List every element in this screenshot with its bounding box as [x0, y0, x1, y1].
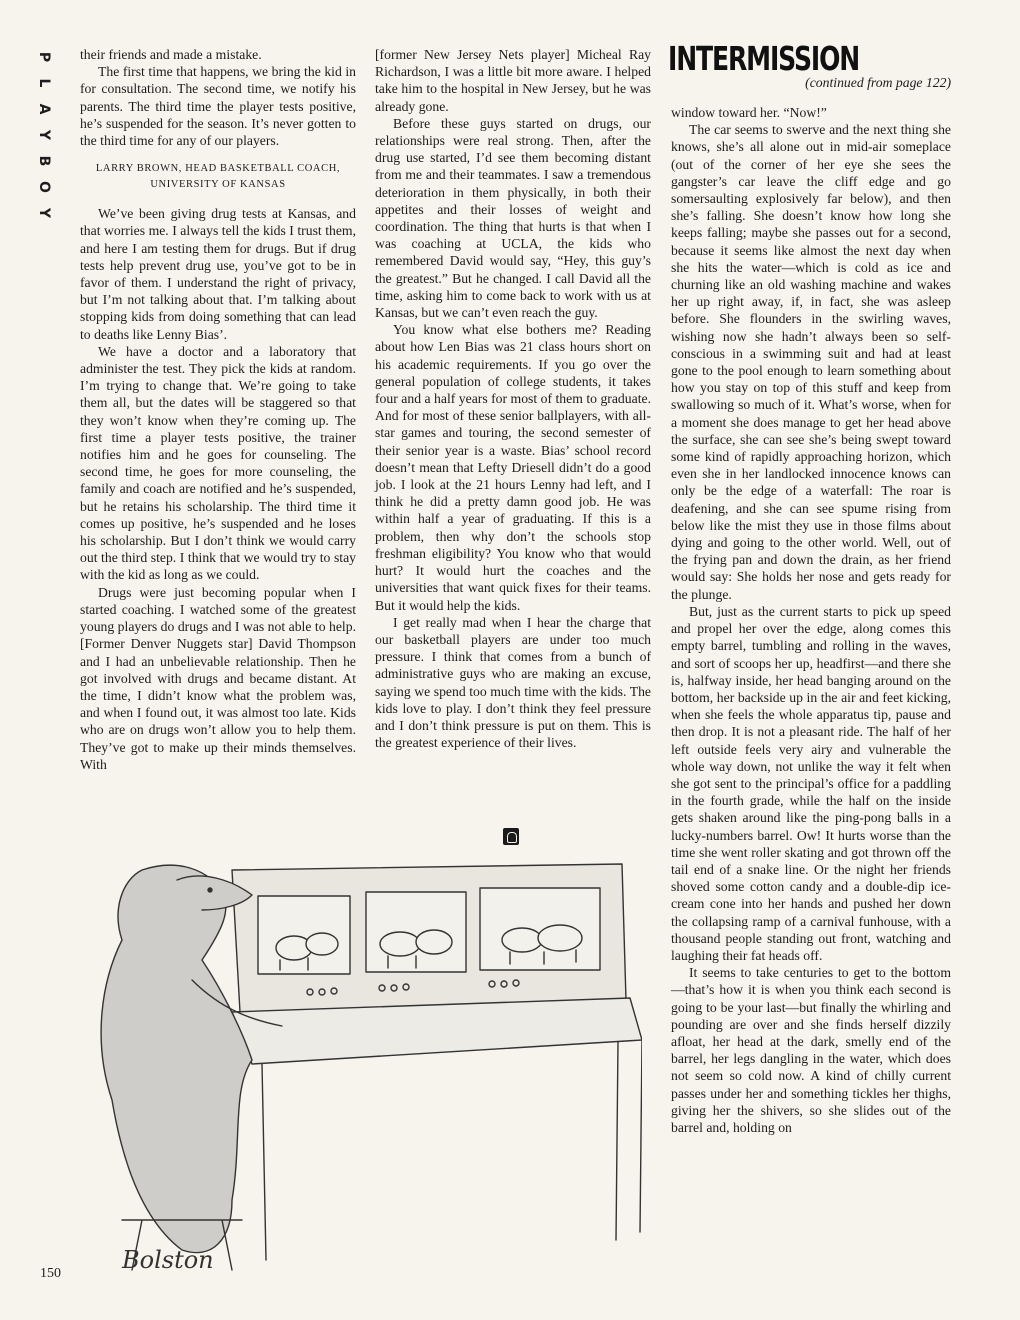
- article-column-1: [80, 46, 356, 773]
- dog-figure: [101, 865, 252, 1252]
- section-heading: INTERMISSION: [668, 39, 860, 78]
- paragraph: their friends and made a mistake.: [80, 47, 262, 62]
- magazine-letter: P: [36, 51, 52, 63]
- paragraph: We’ve been giving drug tests at Kansas, and that worries me. I always tell the kids I trust them, and here I am testing them for drugs. But if drug tests help prevent drug use, you’ve got to be in favor of them. I understand the right of privacy, but I’m not talking about that. I’m talking about stopping kids from doing something that can lead to deaths like Lenny Bias’.: [80, 206, 356, 342]
- speaker-byline: [80, 161, 356, 193]
- paragraph: I get really mad when I hear the charge that our basketball players are under too much pressure. I think that comes from a bunch of administrative guys who are making an excuse, saying we spend too much time with the kids. The kids love to play. I don’t think they feel pressure and I don’t think pressure is put on them. This is the greatest experience of their lives.: [375, 614, 651, 751]
- cartoon-illustration: [82, 840, 642, 1280]
- magazine-name-vertical: [30, 44, 58, 226]
- magazine-letter: O: [36, 181, 52, 193]
- paragraph: It seems to take centuries to get to the bottom—that’s how it is when you think each second is going to be your last—but finally the whirling and pounding are over and she finds herself dizzily afloat, her head at the dark, smelly end of the barrel, her legs dangling in the water, which does not seem so cold now. A kind of chilly current passes under her and something tickles her thighs, giving her the shivers, so she slides out of the barrel and, holding on: [671, 965, 951, 1135]
- magazine-letter: Y: [36, 207, 52, 219]
- magazine-letter: L: [36, 78, 52, 88]
- magazine-letter: A: [36, 103, 52, 115]
- continued-from-note: (continued from page 122): [805, 75, 951, 90]
- paragraph: Before these guys started on drugs, our relationships were real strong. Then, after the drug use started, I’d see them becoming distant from me and their teammates. I saw a tremendous deterioration in them physically, in both their appetites and their losses of weight and coordination. The thing that hurts is that when I was coaching at UCLA, the kids who remembered David would say, “Hey, this guy’s the greatest.” But he changed. I call David all the time, asking him to come back to work with us at Kansas, but we can’t even reach the guy.: [375, 115, 651, 321]
- paragraph: You know what else bothers me? Reading about how Len Bias was 21 class hours short on his academic requirements. If you go over the general population of college students, it takes four and a half years for most of them to graduate. And for most of these senior ballplayers, with all-star games and touring, the second semester of their senior year is a waste. Bias’ school record doesn’t mean that Lefty Driesell didn’t do a good job. I look at the 21 hours Lenny had left, and I think he did a pretty damn good job. He was within half a year of graduating. If this is a problem, then why don’t the schools stop freshman eligibility? You know who that would hurt? It would hurt the coaches and the universities that want quick fixes for their teams. But it would help the kids.: [375, 322, 651, 613]
- paragraph: window toward her. “Now!”: [671, 105, 827, 120]
- byline-affiliation: UNIVERSITY OF KANSAS: [150, 179, 286, 191]
- cartoonist-signature: Bolston: [122, 1246, 214, 1274]
- paragraph: [former New Jersey Nets player] Micheal Ray Richardson, I was a little bit more aware. I helped take him to the hospital in New Jersey, but he was already gone.: [375, 47, 651, 114]
- magazine-letter: Y: [36, 129, 52, 141]
- monitor-screen-left: [258, 896, 350, 974]
- intermission-column: [671, 104, 951, 1136]
- page-number: 150: [40, 1266, 61, 1281]
- paragraph: The first time that happens, we bring the kid in for consultation. The second time, we notify his parents. The third time the player tests positive, he’s suspended for the season. It’s never gotten to the third time for any of our players.: [80, 64, 356, 149]
- paragraph: Drugs were just becoming popular when I started coaching. I watched some of the greatest young players do drugs and I was not able to help. [Former Denver Nuggets star] David Thompson and I had an unbelievable relationship. Then he got involved with drugs and became distant. At the time, I didn’t know what the problem was, and when I found out, it was almost too late. Kids who are on drugs won’t allow you to help them. They’ve got to make up their minds themselves. With: [80, 584, 356, 772]
- byline-name: LARRY BROWN, HEAD BASKETBALL COACH,: [95, 163, 341, 175]
- monitor-screen-right: [480, 888, 600, 970]
- magazine-letter: B: [36, 155, 52, 167]
- paragraph: We have a doctor and a laboratory that administer the test. They pick the kids at random. I’m trying to change that. We’re going to take them all, but the dates will be staggered so that they won’t know when they’re coming up. The first time a player tests positive, the trainer notifies him and he goes for counseling. The second time, he goes for more counseling, the family and coach are notified and he’s suspended, but he retains his scholarship. The third time it comes up positive, he’s suspended and he loses his scholarship. But I don’t think we would carry out the third step. I think that we would try to stay with the kid as long as we could.: [80, 343, 356, 583]
- article-column-2: [375, 46, 651, 751]
- paragraph: But, just as the current starts to pick up speed and propel her over the edge, along comes this empty barrel, tumbling and rolling in the waves, and sort of scoops her up, headfirst—and there she is, halfway inside, her head banging around on the bottom, her backside up in the air and feet kicking, when she feels the whole apparatus tip, pause and then drop. It is not a pleasant ride. The half of her left outside feels very airy and vulnerable the whole way down, not unlike the way it felt when she got sent to the principal’s office for a paddling in the fourth grade, while the half on the inside gets shaken around like the ping-pong balls in a lucky-numbers barrel. Ow! It hurts worse than the time she went roller skating and got thrown off the tail end of a snake line. Or the night her friends shoved some cotton candy and a double-dip ice-cream cone into her hands and pushed her down the collapsing ramp of a carnival funhouse, with a thousand people standing out front, watching and laughing their fat heads off.: [671, 603, 951, 963]
- paragraph: The car seems to swerve and the next thing she knows, she’s all alone out in mid-air someplace (out of the corner of her eye she sees the gangster’s car leave the cliff edge and go somersaulting explosively far below), and then she’s falling. She doesn’t know how long she keeps falling; maybe she passes out for a second, because it seems like almost the next day when she hits the water—which is cold as ice and churning like an old washing machine and wakes her up right away, if, in fact, she was asleep before. She flounders in the swirling waves, wishing now she hadn’t always been so self-conscious in a swimming suit and had at least gone to the pool enough to learn something about how you stay on top of this stuff and keep from swallowing so much of it. What’s worse, when for a moment she does manage to get her head above the surface, she can see she’s being swept toward some kind of rapidly approaching horizon, which even she in her landlocked innocence knows can only be the edge of a waterfall: The roar is deafening, and she can see spume rising from below like the mist they use in those films about dying and going to the other world. Well, out of the frying pan and down the drain, as her friend would say: She holds her nose and gets ready for the plunge.: [671, 122, 951, 602]
